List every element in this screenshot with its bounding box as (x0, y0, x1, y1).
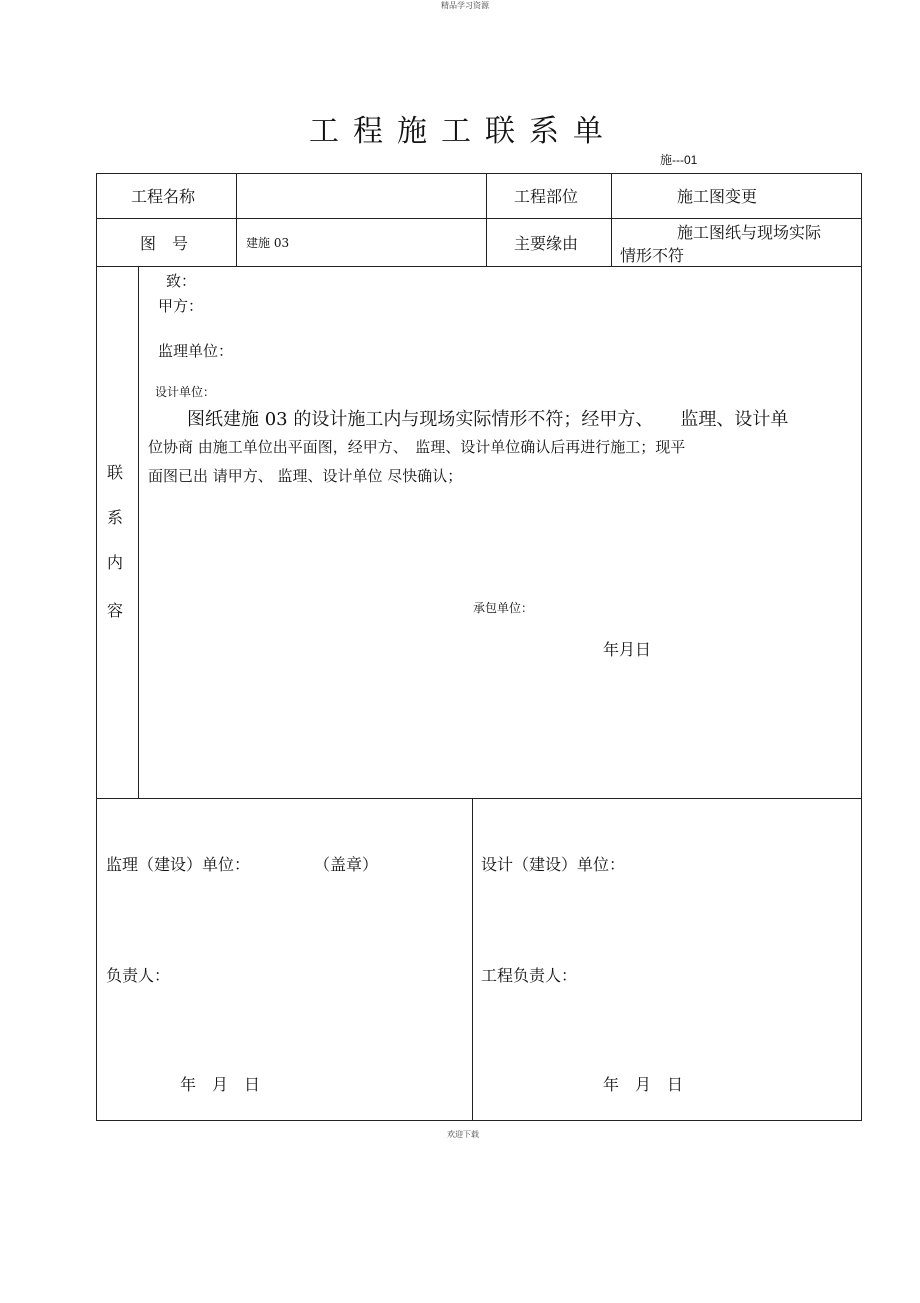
main-reason-value-line1: 施工图纸与现场实际 (677, 223, 822, 242)
to-label: 致： (166, 272, 197, 290)
project-name-label: 工程名称 (131, 187, 196, 206)
main-reason-value-line2: 情形不符 (620, 246, 685, 265)
content-paragraph-line2: 位协商 由施工单位出平面图，经甲方、 监理、设计单位确认后再进行施工；现平 (148, 438, 686, 456)
header-note: 精品学习资源 (441, 1, 489, 10)
drawing-number-label: 图 号 (140, 234, 189, 253)
content-date: 年月日 (603, 640, 652, 659)
project-responsible-label: 工程负责人： (481, 966, 578, 985)
side-label-char: 容 (107, 601, 124, 620)
content-paragraph-line3: 面图已出 请甲方、 监理、设计单位 尽快确认； (148, 467, 463, 485)
party-a-label: 甲方： (158, 297, 204, 315)
responsible-person-label: 负责人： (106, 966, 171, 985)
side-label-char: 内 (107, 553, 124, 572)
right-sign-date: 年 月 日 (603, 1075, 684, 1094)
left-sign-date: 年 月 日 (180, 1075, 261, 1094)
main-reason-label: 主要缘由 (514, 234, 579, 253)
project-part-value: 施工图变更 (677, 187, 758, 206)
side-label-char: 联 (107, 463, 124, 482)
doc-number: 施---01 (660, 153, 698, 167)
supervisor-label: 监理单位： (158, 342, 234, 360)
supervisor-unit-label: 监理（建设）单位： (106, 855, 251, 874)
footer-note: 欢迎下载 (447, 1130, 479, 1139)
seal-label: （盖章） (314, 855, 379, 874)
design-unit-label: 设计（建设）单位： (481, 855, 626, 874)
contractor-label: 承包单位： (473, 601, 534, 615)
page-title: 工程施工联系单 (309, 114, 617, 149)
side-label-char: 系 (107, 508, 124, 527)
drawing-number-value: 建施 03 (246, 236, 290, 250)
designer-label: 设计单位： (155, 385, 216, 399)
content-paragraph-line1: 图纸建施 03 的设计施工内与现场实际情形不符；经甲方、 监理、设计单 (187, 409, 789, 430)
project-part-label: 工程部位 (514, 187, 579, 206)
